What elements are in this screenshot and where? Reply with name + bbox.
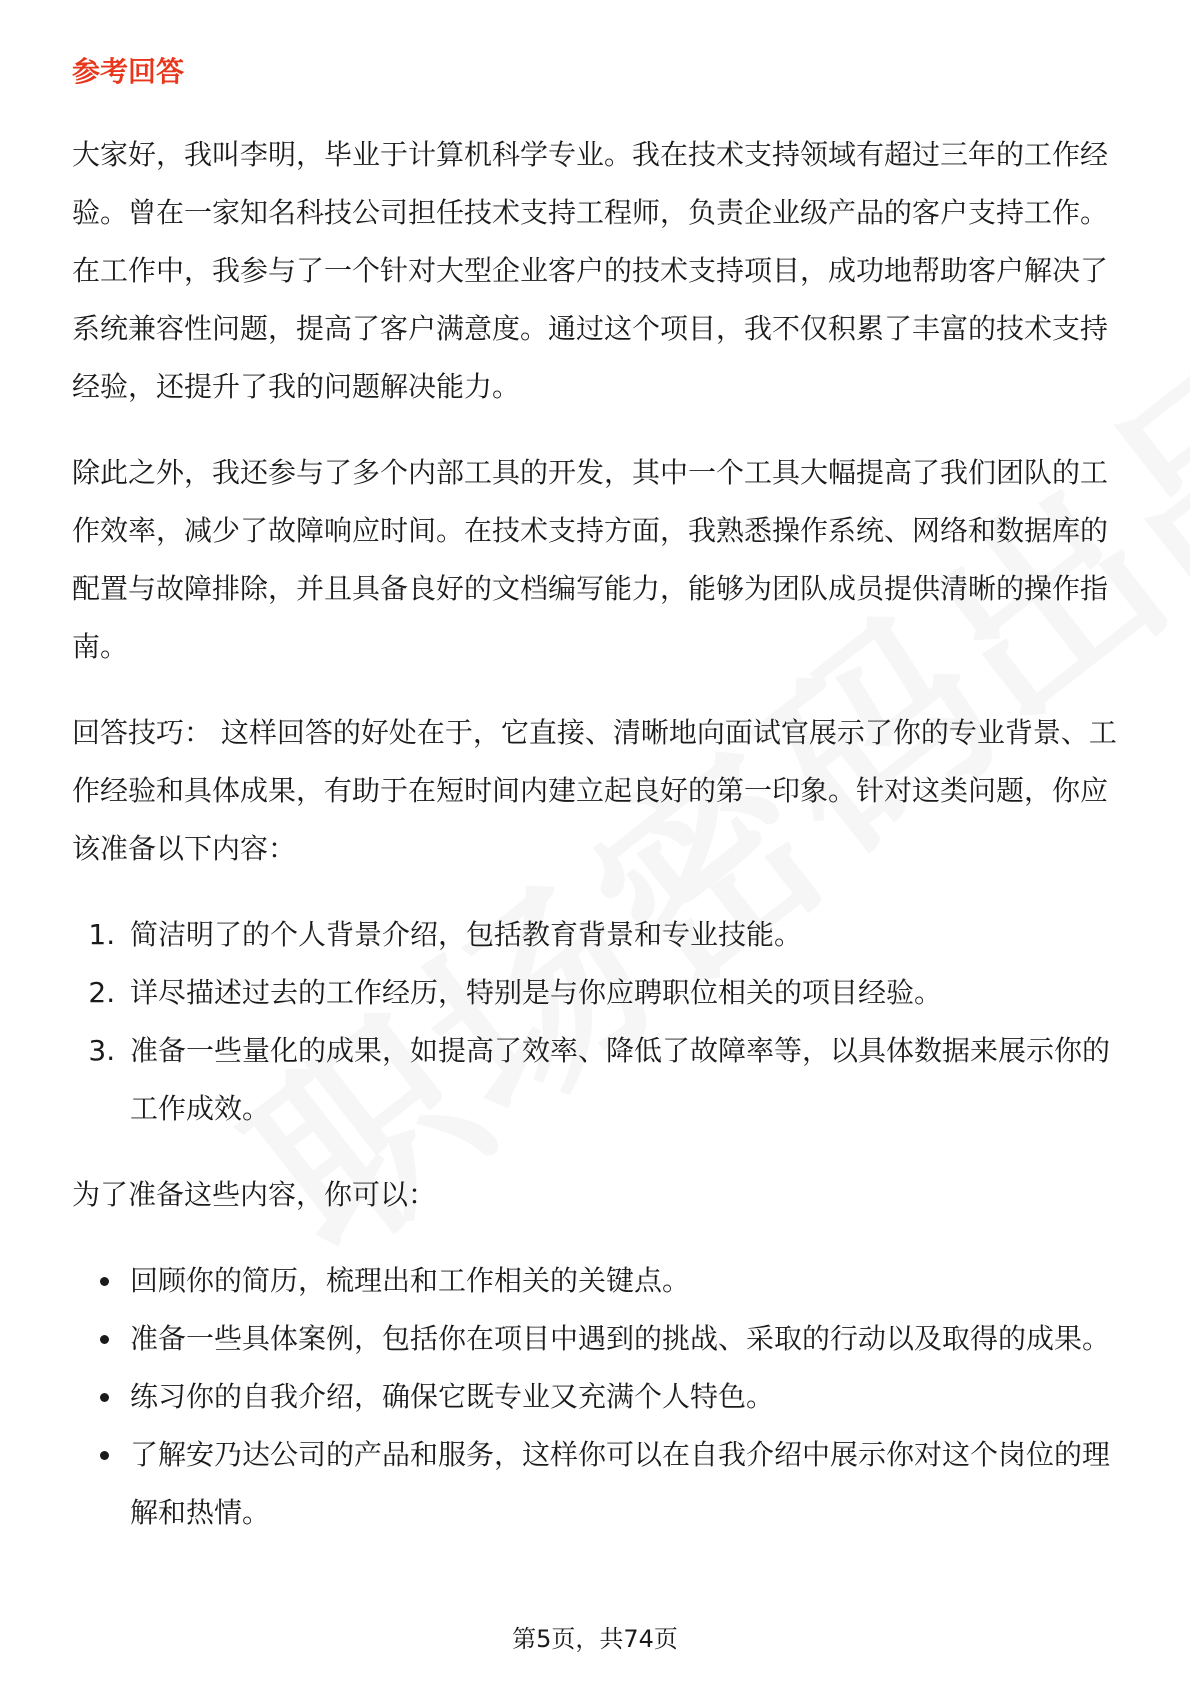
bullet-list-item: • 回顾你的简历，梳理出和工作相关的关键点。	[124, 1252, 1122, 1310]
numbered-list-item: 2. 详尽描述过去的工作经历，特别是与你应聘职位相关的项目经验。	[124, 964, 1122, 1022]
bullet-list	[72, 1252, 1122, 1542]
bullet-list-item: • 了解安乃达公司的产品和服务，这样你可以在自我介绍中展示你对这个岗位的理解和热情。	[124, 1426, 1122, 1542]
bullet-list-item: • 练习你的自我介绍，确保它既专业又充满个人特色。	[124, 1368, 1122, 1426]
prep-intro-paragraph: 为了准备这些内容，你可以：	[72, 1178, 437, 1211]
numbered-list	[72, 906, 1122, 1138]
page-number-footer: 第5页，共74页	[512, 1625, 678, 1653]
extra-paragraph: 除此之外，我还参与了多个内部工具的开发，其中一个工具大幅提高了我们团队的工作效率，减少了故障响应时间。在技术支持方面，我熟悉操作系统、网络和数据库的配置与故障排除，并且具备良好的文档编写能力，能够为团队成员提供清晰的操作指南。	[72, 456, 1109, 663]
page-content	[72, 48, 1122, 1542]
bullet-list-item: • 准备一些具体案例，包括你在项目中遇到的挑战、采取的行动以及取得的成果。	[124, 1310, 1122, 1368]
numbered-list-item: 3. 准备一些量化的成果，如提高了效率、降低了故障率等，以具体数据来展示你的工作成效。	[124, 1022, 1122, 1138]
intro-paragraph: 大家好，我叫李明，毕业于计算机科学专业。我在技术支持领域有超过三年的工作经验。曾在一家知名科技公司担任技术支持工程师，负责企业级产品的客户支持工作。在工作中，我参与了一个针对大型企业客户的技术支持项目，成功地帮助客户解决了系统兼容性问题，提高了客户满意度。通过这个项目，我不仅积累了丰富的技术支持经验，还提升了我的问题解决能力。	[72, 138, 1109, 403]
tips-paragraph: 回答技巧： 这样回答的好处在于，它直接、清晰地向面试官展示了你的专业背景、工作经验和具体成果，有助于在短时间内建立起良好的第一印象。针对这类问题，你应该准备以下内容：	[72, 716, 1117, 865]
numbered-list-item: 1. 简洁明了的个人背景介绍，包括教育背景和专业技能。	[124, 906, 1122, 964]
section-heading: 参考回答	[72, 55, 185, 88]
